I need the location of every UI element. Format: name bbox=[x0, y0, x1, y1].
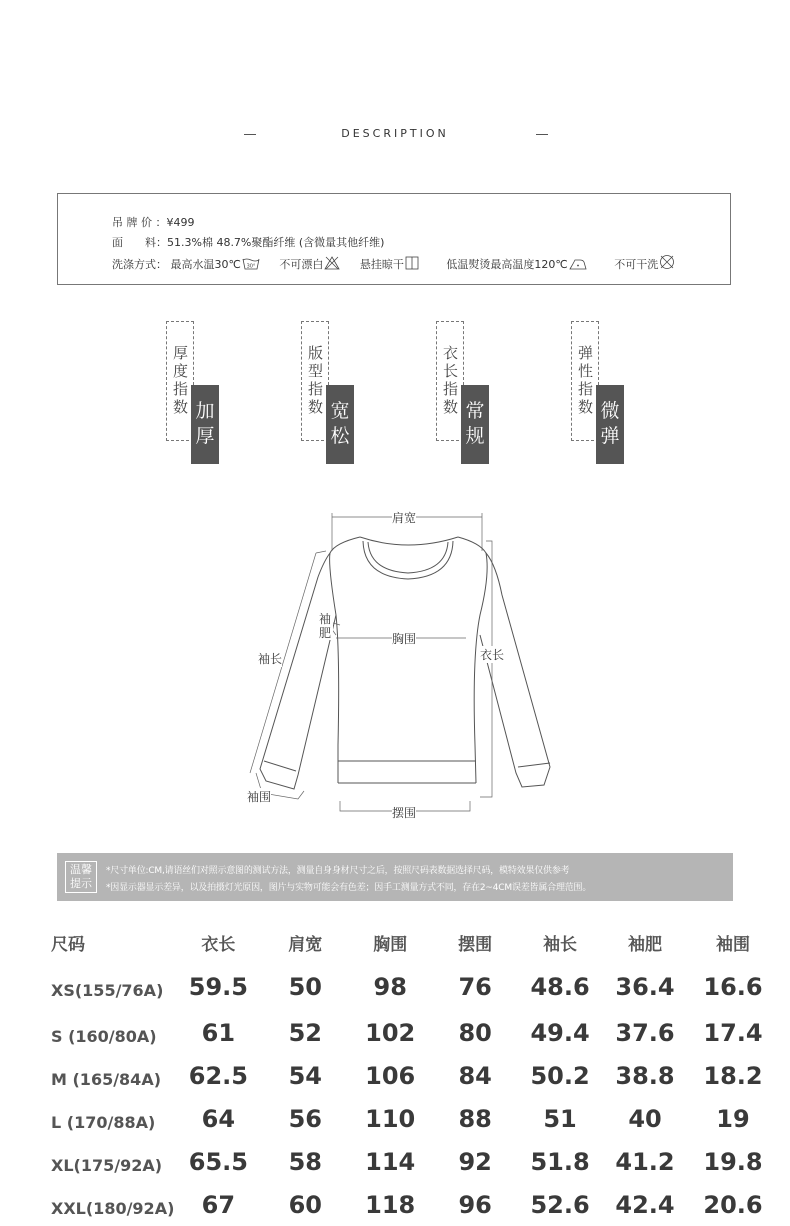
table-cell: 48.6 bbox=[530, 972, 590, 1001]
table-cell: 102 bbox=[365, 1018, 416, 1047]
table-cell: 114 bbox=[365, 1147, 416, 1176]
table-cell-size: XS(155/76A) bbox=[51, 981, 164, 1000]
index-label: 厚度指数 bbox=[173, 344, 189, 416]
size-table bbox=[46, 922, 778, 1226]
table-cell: 49.4 bbox=[530, 1018, 590, 1047]
index-label: 衣长指数 bbox=[443, 344, 459, 416]
table-cell: 50 bbox=[288, 972, 322, 1001]
table-cell-size: L (170/88A) bbox=[51, 1113, 156, 1132]
index-value: 宽松 bbox=[326, 385, 354, 464]
table-cell: 84 bbox=[458, 1061, 492, 1090]
table-cell: 51 bbox=[543, 1104, 577, 1133]
svg-text:30°: 30° bbox=[246, 263, 256, 270]
table-cell: 92 bbox=[458, 1147, 492, 1176]
table-cell: 36.4 bbox=[615, 972, 675, 1001]
table-cell-size: M (165/84A) bbox=[51, 1070, 162, 1089]
care-label: 洗涤方式： bbox=[112, 258, 167, 271]
table-cell: 58 bbox=[288, 1147, 322, 1176]
label-sleeve-length: 袖长 bbox=[258, 652, 283, 666]
index-label: 弹性指数 bbox=[578, 344, 594, 416]
header-sleeve-length: 袖长 bbox=[543, 934, 578, 955]
table-cell: 76 bbox=[458, 972, 492, 1001]
header-size: 尺码 bbox=[51, 934, 85, 955]
table-cell: 59.5 bbox=[188, 972, 248, 1001]
label-length: 衣长 bbox=[480, 648, 505, 662]
care-text-wash: 最高水温30℃ bbox=[170, 258, 241, 271]
table-cell: 38.8 bbox=[615, 1061, 675, 1090]
table-cell: 51.8 bbox=[530, 1147, 590, 1176]
index-fit bbox=[301, 321, 363, 464]
table-cell: 65.5 bbox=[188, 1147, 248, 1176]
label-hem: 摆围 bbox=[392, 806, 417, 820]
notice-tag-line-2: 提示 bbox=[70, 877, 92, 890]
index-length bbox=[436, 321, 498, 464]
table-cell-size: XXL(180/92A) bbox=[51, 1199, 175, 1218]
table-cell: 16.6 bbox=[703, 972, 763, 1001]
care-item-wash bbox=[171, 256, 260, 273]
no-dry-clean-icon bbox=[659, 254, 675, 273]
header-cuff: 袖围 bbox=[716, 934, 750, 955]
notice-tag-line-1: 温馨 bbox=[70, 863, 92, 876]
table-cell: 60 bbox=[288, 1190, 322, 1219]
care-text-dryclean: 不可干洗 bbox=[614, 258, 659, 271]
table-cell: 110 bbox=[365, 1104, 416, 1133]
table-row bbox=[46, 1140, 778, 1183]
table-cell: 64 bbox=[201, 1104, 236, 1133]
table-cell: 54 bbox=[288, 1061, 322, 1090]
sweatshirt-outline-icon bbox=[240, 505, 570, 825]
table-cell: 106 bbox=[365, 1061, 416, 1090]
table-cell: 17.4 bbox=[703, 1018, 763, 1047]
table-cell: 88 bbox=[458, 1104, 492, 1133]
price-value: ¥499 bbox=[166, 216, 195, 229]
material-label: 面 料： bbox=[112, 236, 167, 249]
label-cuff: 袖围 bbox=[247, 790, 272, 804]
table-row bbox=[46, 1183, 778, 1226]
material-value: 51.3%棉 48.7%聚酯纤维 (含微量其他纤维) bbox=[167, 236, 385, 249]
header-dash-right bbox=[536, 134, 548, 135]
header-sleeve-width: 袖肥 bbox=[628, 934, 663, 955]
table-row bbox=[46, 962, 778, 1011]
hang-dry-icon bbox=[405, 256, 419, 273]
table-cell: 42.4 bbox=[615, 1190, 675, 1219]
header-chest: 胸围 bbox=[373, 934, 408, 955]
table-cell: 19 bbox=[716, 1104, 750, 1133]
garment-diagram bbox=[240, 505, 570, 825]
care-item-dryclean bbox=[614, 254, 675, 273]
care-text-dry: 悬挂晾干 bbox=[359, 258, 404, 271]
notice-line-2: *因显示器显示差异，以及拍摄灯光原因，图片与实物可能会有色差；因手工测量方式不同，存在2~4CM误差皆属合理范围。 bbox=[106, 883, 592, 893]
material-line bbox=[112, 234, 384, 250]
table-cell: 61 bbox=[201, 1018, 236, 1047]
table-cell: 98 bbox=[373, 972, 407, 1001]
table-cell: 96 bbox=[458, 1190, 492, 1219]
table-cell: 19.8 bbox=[703, 1147, 763, 1176]
table-cell: 41.2 bbox=[615, 1147, 675, 1176]
header-hem: 摆围 bbox=[458, 934, 493, 955]
wash-30-icon bbox=[242, 257, 260, 273]
notice-tag bbox=[65, 861, 97, 893]
price-label: 吊 牌 价 ： bbox=[112, 216, 167, 229]
notice-bar bbox=[57, 853, 733, 901]
table-cell: 20.6 bbox=[703, 1190, 763, 1219]
table-cell-size: S (160/80A) bbox=[51, 1027, 157, 1046]
price-line bbox=[112, 214, 195, 230]
care-text-bleach: 不可漂白 bbox=[279, 258, 324, 271]
table-row bbox=[46, 1097, 778, 1140]
table-cell: 118 bbox=[365, 1190, 416, 1219]
iron-low-icon bbox=[569, 258, 587, 273]
index-value: 常规 bbox=[461, 385, 489, 464]
care-item-iron bbox=[446, 256, 586, 273]
care-item-dry bbox=[360, 256, 419, 273]
care-item-bleach bbox=[279, 256, 340, 273]
table-cell: 67 bbox=[201, 1190, 236, 1219]
table-row bbox=[46, 1011, 778, 1054]
no-bleach-icon bbox=[324, 256, 340, 273]
table-cell: 40 bbox=[628, 1104, 662, 1133]
header-shoulder: 肩宽 bbox=[288, 934, 323, 955]
label-chest: 胸围 bbox=[392, 632, 417, 646]
index-elasticity bbox=[571, 321, 633, 464]
size-table-header-row bbox=[46, 922, 778, 962]
page-title: DESCRIPTION bbox=[341, 127, 449, 140]
index-label: 版型指数 bbox=[308, 344, 324, 416]
index-value: 微弹 bbox=[596, 385, 624, 464]
table-row bbox=[46, 1054, 778, 1097]
care-text-iron: 低温熨烫最高温度120℃ bbox=[446, 258, 568, 271]
label-sleeve-width: 袖肥 bbox=[319, 612, 332, 640]
table-cell: 37.6 bbox=[615, 1018, 675, 1047]
table-cell: 18.2 bbox=[703, 1061, 763, 1090]
table-cell: 62.5 bbox=[188, 1061, 248, 1090]
table-cell: 50.2 bbox=[530, 1061, 590, 1090]
product-info-box bbox=[57, 193, 731, 285]
table-cell: 80 bbox=[458, 1018, 492, 1047]
table-cell: 52.6 bbox=[530, 1190, 590, 1219]
label-shoulder: 肩宽 bbox=[392, 511, 417, 525]
table-cell: 52 bbox=[288, 1018, 322, 1047]
index-value: 加厚 bbox=[191, 385, 219, 464]
notice-line-1: *尺寸单位:CM,请语丝们对照示意图的测试方法，测量自身身材尺寸之后，按照尺码表数据选择尺码，模特效果仅供参考 bbox=[106, 866, 570, 876]
care-line bbox=[112, 254, 681, 273]
table-cell: 56 bbox=[288, 1104, 322, 1133]
table-cell-size: XL(175/92A) bbox=[51, 1156, 163, 1175]
header-length: 衣长 bbox=[201, 934, 236, 955]
index-thickness bbox=[166, 321, 228, 464]
